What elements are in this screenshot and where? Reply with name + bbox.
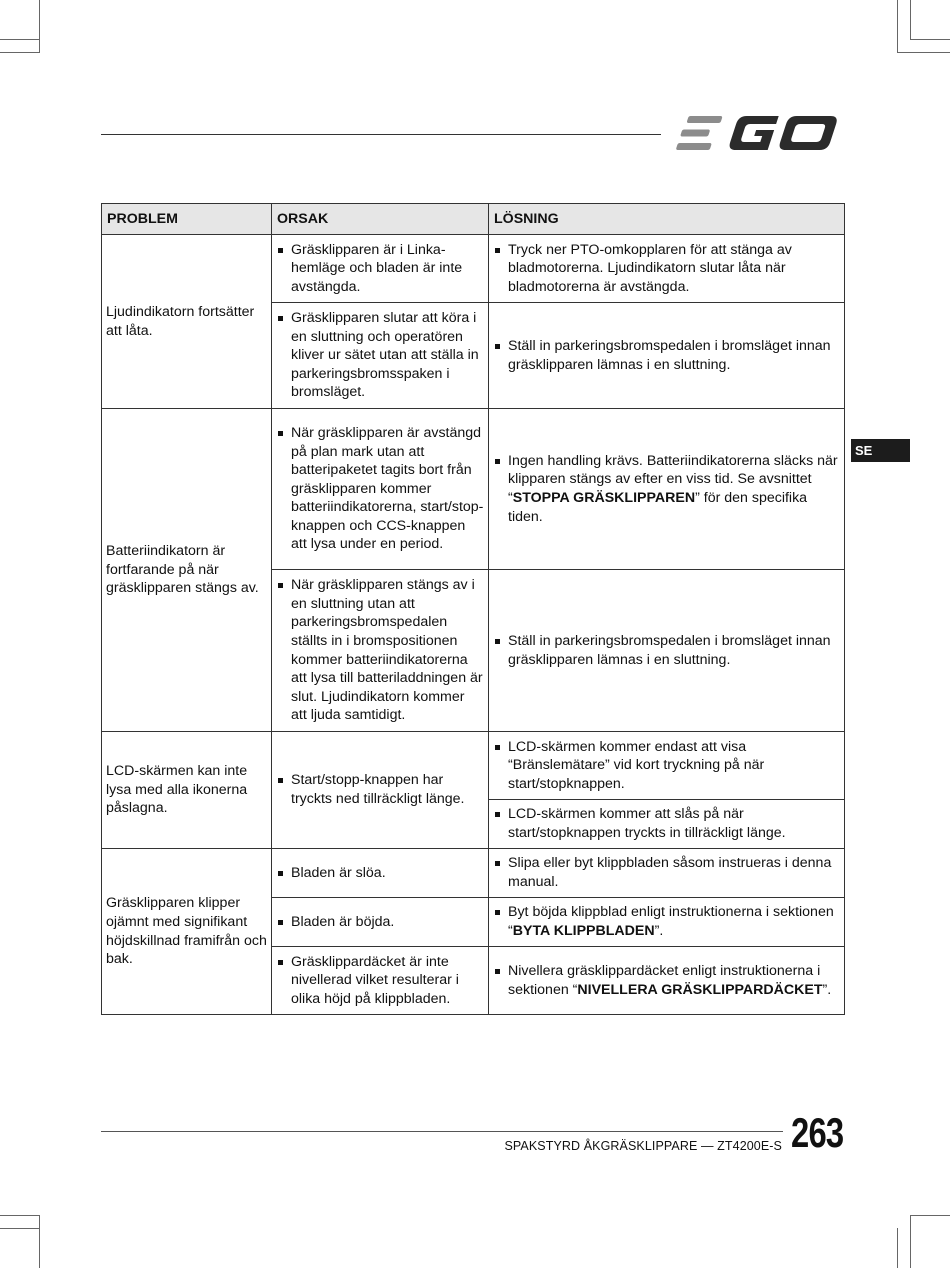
cause-cell — [272, 898, 489, 947]
bullet-icon — [495, 344, 500, 349]
table-row — [102, 409, 845, 570]
solution-text: Nivellera gräsklippardäcket enligt instruktionerna i sektionen “NIVELLERA GRÄSKLIPPARDÄCKET”. — [508, 962, 832, 998]
page-number: 263 — [791, 1109, 844, 1156]
cause-text: Start/stopp-knappen har tryckts ned tillräckligt länge. — [291, 772, 465, 807]
solution-cell — [489, 570, 845, 732]
cause-text: Gräsklipparen är i Linka-hemläge och bladen är inte avstängda. — [291, 241, 463, 295]
cause-cell — [272, 849, 489, 898]
bullet-icon — [278, 316, 283, 321]
cause-cell — [272, 235, 489, 303]
solution-text: Ställ in parkeringsbromspedalen i bromsläget innan gräsklipparen lämnas i en sluttning. — [508, 632, 831, 668]
crop-mark — [897, 52, 950, 53]
cause-cell — [272, 570, 489, 732]
troubleshooting-table — [101, 203, 845, 1015]
bullet-icon — [278, 431, 283, 436]
solution-cell — [489, 849, 845, 898]
bullet-icon — [495, 248, 500, 253]
ego-logo — [672, 112, 844, 154]
cause-cell — [272, 409, 489, 570]
crop-mark — [897, 1228, 898, 1268]
table-header-row — [102, 204, 845, 235]
crop-mark — [910, 1215, 950, 1216]
column-header-problem: PROBLEM — [102, 204, 272, 235]
footer-title: SPAKSTYRD ÅKGRÄSKLIPPARE — ZT4200E-S — [504, 1139, 782, 1153]
header-rule — [101, 134, 661, 135]
bullet-icon — [495, 861, 500, 866]
solution-cell — [489, 898, 845, 947]
crop-mark — [910, 1215, 911, 1268]
bullet-icon — [495, 639, 500, 644]
section-reference: STOPPA GRÄSKLIPPAREN — [512, 490, 696, 506]
crop-mark — [0, 39, 40, 40]
section-reference: NIVELLERA GRÄSKLIPPARDÄCKET — [577, 981, 823, 998]
crop-mark — [39, 0, 40, 52]
solution-text: LCD-skärmen kommer att slås på när start/stopknappen tryckts in tillräckligt länge. — [508, 806, 786, 841]
solution-text: Slipa eller byt klippbladen såsom instrueras i denna manual. — [508, 855, 832, 890]
footer-rule — [101, 1131, 783, 1132]
cause-cell — [272, 303, 489, 409]
bullet-icon — [495, 459, 500, 464]
solution-cell — [489, 732, 845, 800]
crop-mark — [910, 0, 911, 40]
column-header-solution: LÖSNING — [489, 204, 845, 235]
cause-text: Bladen är slöa. — [291, 864, 386, 881]
solution-cell — [489, 800, 845, 849]
solution-text: Ställ in parkeringsbromspedalen i bromsläget innan gräsklipparen lämnas i en sluttning. — [508, 337, 831, 373]
cause-text: Gräsklippardäcket är inte nivellerad vilket resulterar i olika höjd på klippbladen. — [291, 953, 459, 1007]
crop-mark — [0, 1215, 40, 1216]
problem-cell: Gräsklipparen klipper ojämnt med signifikant höjdskillnad framifrån och bak. — [102, 849, 272, 1015]
bullet-icon — [278, 960, 283, 965]
solution-text: Byt böjda klippblad enligt instruktionerna i sektionen “BYTA KLIPPBLADEN”. — [508, 904, 834, 939]
table-row — [102, 849, 845, 898]
table-row — [102, 732, 845, 800]
bullet-icon — [495, 969, 500, 974]
cause-text: När gräsklipparen är avstängd på plan mark utan att batteripaketet tagits bort från gräsklipparen kommer batteriindikatorerna, start/stop-knappen och CCS-knappen att lysa under en period. — [291, 424, 484, 553]
cause-text: Gräsklipparen slutar att köra i en sluttning och operatören kliver ur sätet utan att ställa in parkeringsbromsspaken i bromsläget. — [291, 310, 479, 401]
solution-cell — [489, 947, 845, 1015]
bullet-icon — [495, 745, 500, 750]
cause-text: Bladen är böjda. — [291, 913, 395, 930]
solution-cell — [489, 235, 845, 303]
problem-cell: Ljudindikatorn fortsätter att låta. — [102, 235, 272, 409]
bullet-icon — [278, 920, 283, 925]
problem-cell: Batteriindikatorn är fortfarande på när gräsklipparen stängs av. — [102, 409, 272, 732]
crop-mark — [39, 1215, 40, 1268]
solution-cell — [489, 303, 845, 409]
table-row — [102, 235, 845, 303]
cause-cell — [272, 732, 489, 849]
crop-mark — [0, 52, 40, 53]
bullet-icon — [278, 871, 283, 876]
column-header-cause: ORSAK — [272, 204, 489, 235]
bullet-icon — [278, 248, 283, 253]
cause-text: När gräsklipparen stängs av i en sluttning utan att parkeringsbromspedalen ställts in i bromspositionen kommer batteriindikatorerna att lysa till batteriladdningen är slut. Ljudindikatorn kommer att ljuda samtidigt. — [291, 577, 483, 724]
bullet-icon — [495, 910, 500, 915]
solution-cell — [489, 409, 845, 570]
bullet-icon — [278, 778, 283, 783]
problem-cell: LCD-skärmen kan inte lysa med alla ikonerna påslagna. — [102, 732, 272, 849]
solution-text: Ingen handling krävs. Batteriindikatorerna släcks när klipparen stängs av efter en viss tid. Se avsnittet “STOPPA GRÄSKLIPPAREN” för den specifika tiden. — [508, 452, 838, 525]
bullet-icon — [278, 583, 283, 588]
crop-mark — [0, 1228, 40, 1229]
solution-text: Tryck ner PTO-omkopplaren för att stänga av bladmotorerna. Ljudindikatorn slutar låta när bladmotorerna är avstängda. — [508, 241, 792, 295]
crop-mark — [910, 39, 950, 40]
section-reference: BYTA KLIPPBLADEN — [512, 923, 655, 939]
bullet-icon — [495, 812, 500, 817]
crop-mark — [897, 0, 898, 52]
cause-cell — [272, 947, 489, 1015]
solution-text: LCD-skärmen kommer endast att visa “Bränslemätare” vid kort tryckning på när start/stopknappen. — [508, 738, 765, 792]
language-tab: SE — [851, 439, 910, 462]
